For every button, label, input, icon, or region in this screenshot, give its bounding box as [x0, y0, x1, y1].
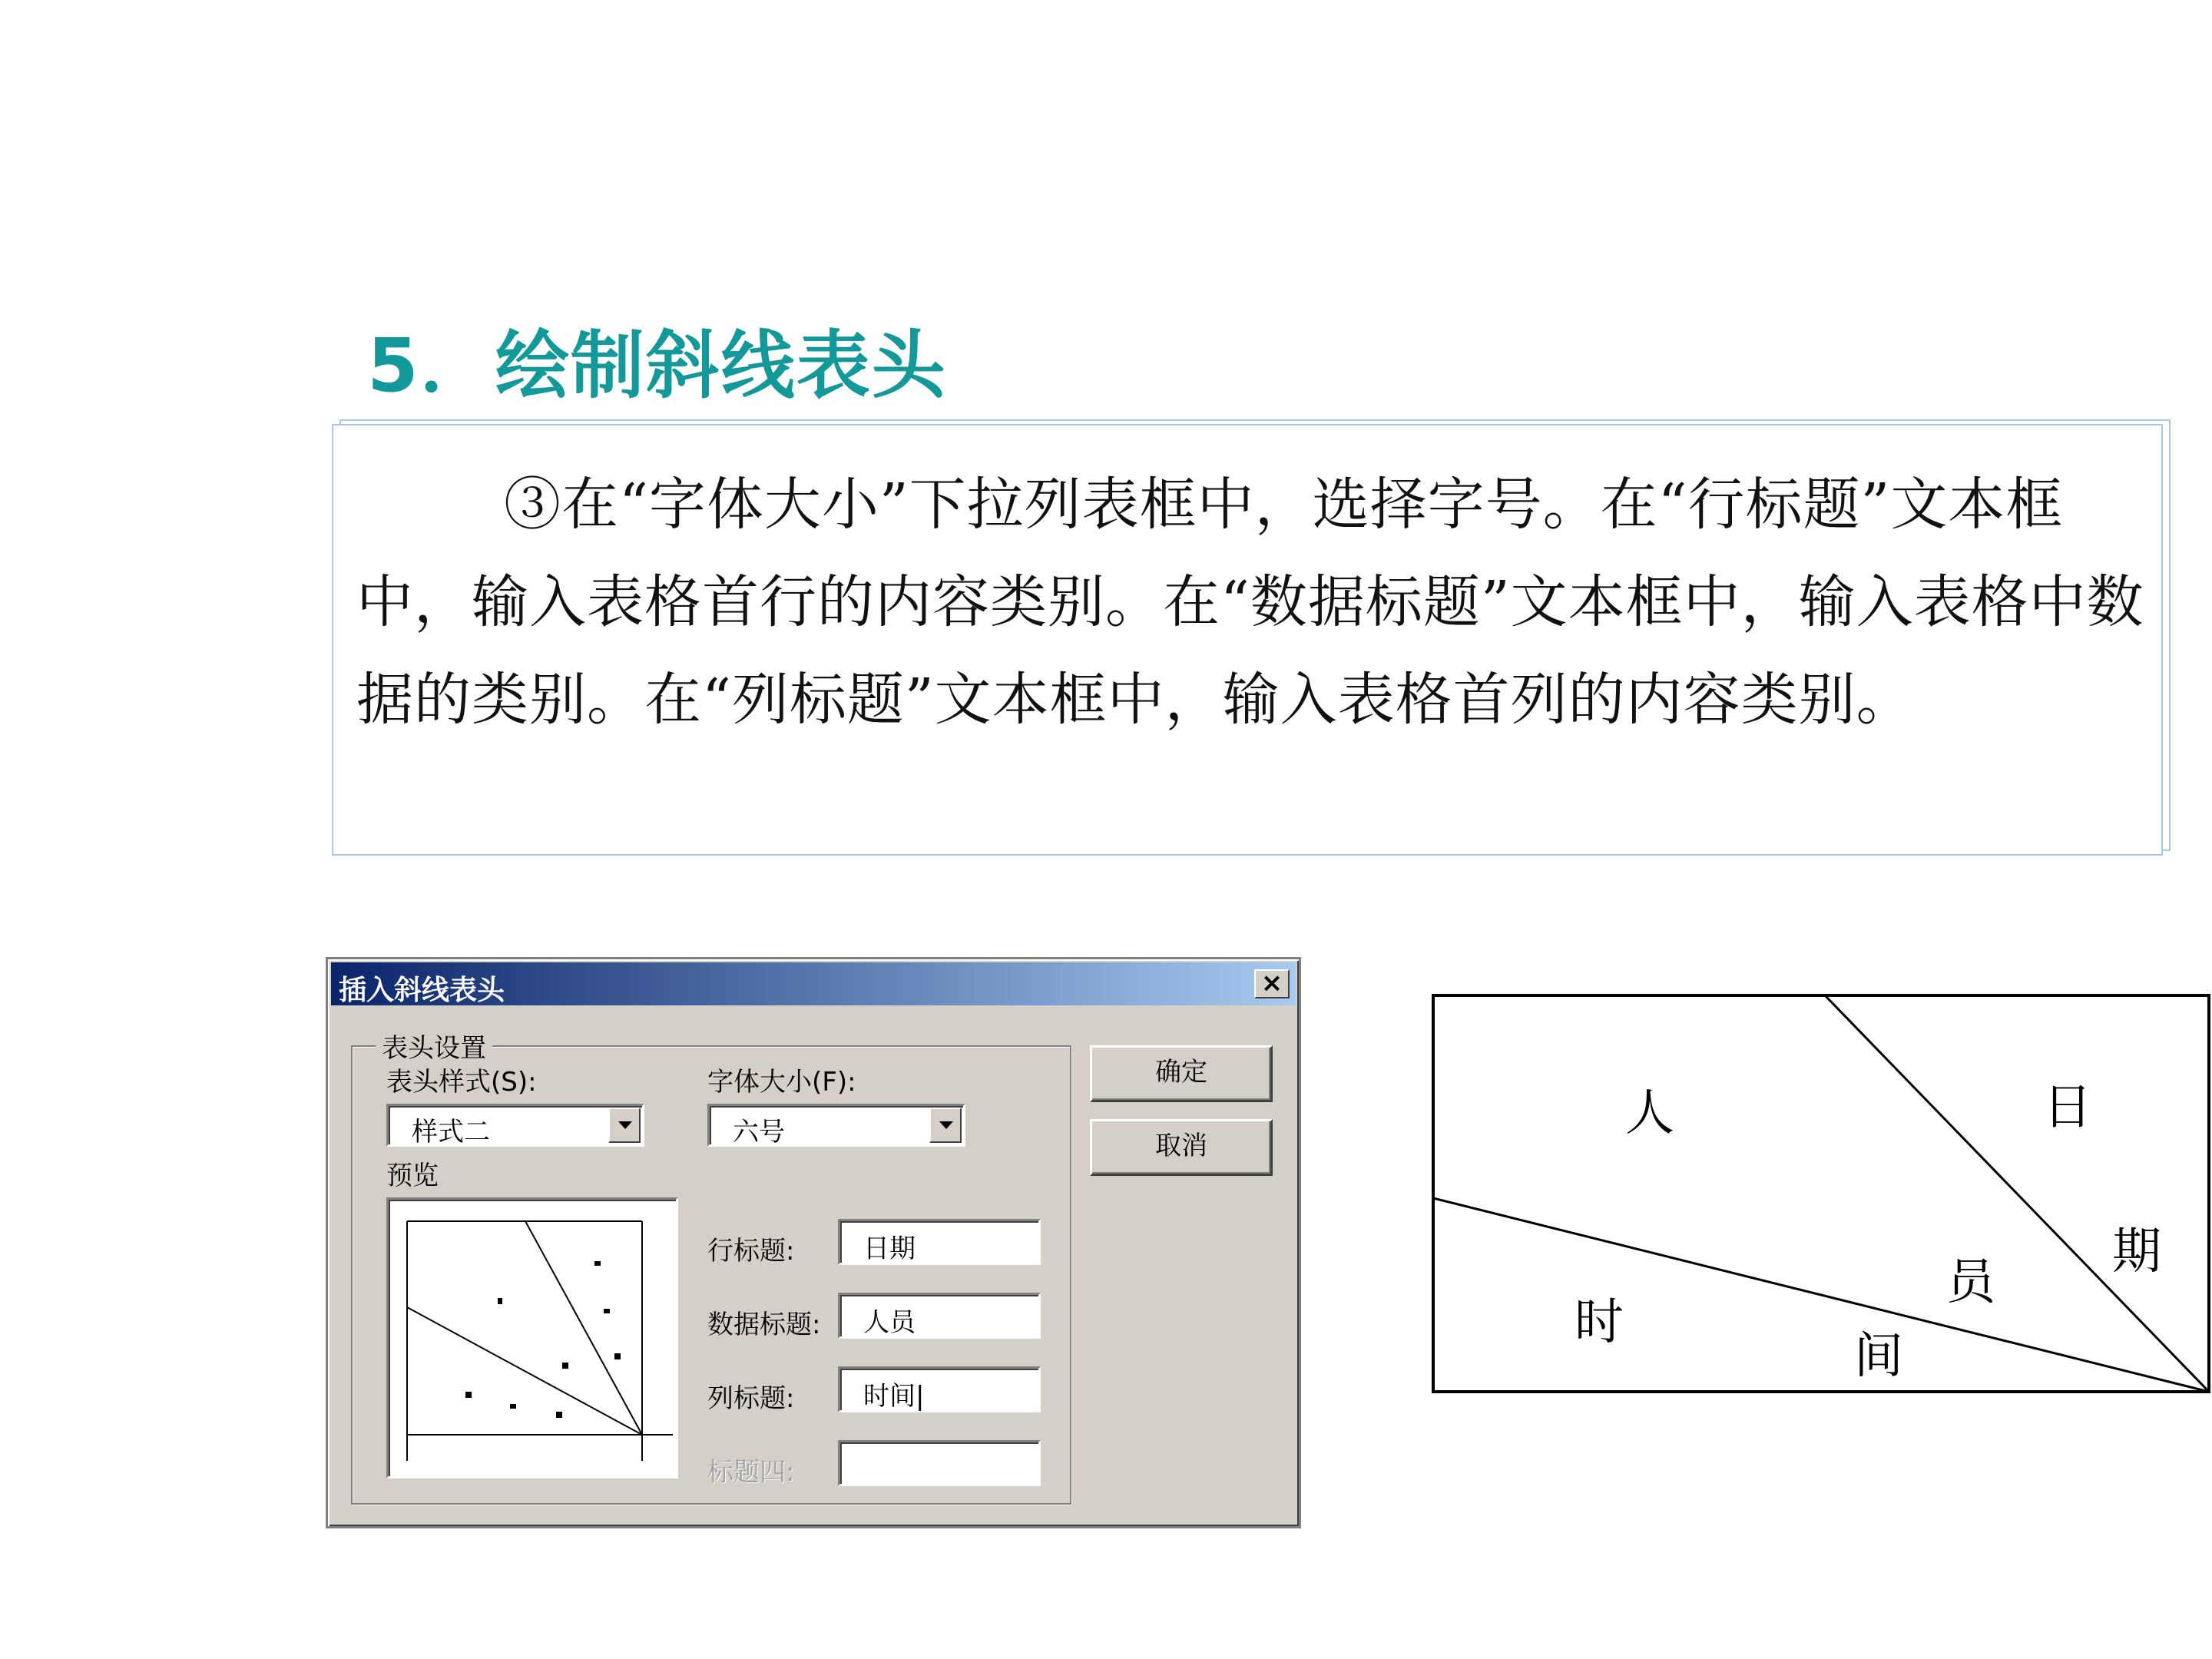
col-title-value: 时间| [863, 1381, 925, 1412]
group-label: 表头设置 [376, 1027, 492, 1065]
result-table [1432, 994, 2212, 1395]
result-char-jian: 间 [1854, 1328, 1903, 1385]
row-title-label: 行标题: [707, 1236, 795, 1267]
preview-diagram [389, 1200, 676, 1476]
instruction-paragraph: ③在“字体大小”下拉列表框中，选择字号。在“行标题”文本框中，输入表格首行的内容类别。在“数据标题”文本框中，输入表格中数据的类别。在“列标题”文本框中，输入表格首列的内容类别。 [356, 472, 2144, 733]
row-title-value: 日期 [863, 1233, 916, 1264]
slide-title: 5．绘制斜线表头 [367, 323, 947, 409]
font-size-dropdown-arrow-icon[interactable] [929, 1108, 962, 1143]
title4-label: 标题四: [707, 1457, 795, 1488]
instruction-textbox [332, 424, 2163, 856]
row-title-input[interactable] [838, 1219, 1041, 1265]
result-char-ren: 人 [1625, 1085, 1674, 1142]
font-size-label: 字体大小(F): [707, 1067, 856, 1098]
result-char-qi: 期 [2112, 1224, 2161, 1280]
col-title-input[interactable] [838, 1366, 1041, 1412]
insert-diagonal-header-dialog [326, 957, 1301, 1528]
dialog-titlebar[interactable] [331, 962, 1296, 1005]
ok-button[interactable]: 确定 [1090, 1045, 1273, 1102]
close-button[interactable]: × [1254, 969, 1290, 998]
data-title-input[interactable] [838, 1293, 1041, 1339]
result-char-yuan: 员 [1946, 1254, 1995, 1311]
style-value: 样式二 [412, 1117, 490, 1147]
title4-input[interactable] [838, 1440, 1041, 1486]
style-combo[interactable] [386, 1104, 644, 1147]
style-label: 表头样式(S): [386, 1067, 537, 1098]
font-size-combo[interactable] [707, 1104, 965, 1147]
preview-box [386, 1197, 678, 1479]
result-char-shi: 时 [1575, 1294, 1624, 1351]
style-dropdown-arrow-icon[interactable] [608, 1108, 641, 1143]
result-char-ri: 日 [2043, 1079, 2092, 1136]
cancel-button[interactable]: 取消 [1090, 1119, 1273, 1176]
dialog-title: 插入斜线表头 [339, 975, 505, 1006]
preview-label: 预览 [386, 1161, 439, 1191]
data-title-value: 人员 [863, 1307, 916, 1338]
result-table-lines [1432, 994, 2212, 1395]
col-title-label: 列标题: [707, 1383, 795, 1414]
data-title-label: 数据标题: [707, 1310, 821, 1340]
font-size-value: 六号 [733, 1117, 785, 1147]
